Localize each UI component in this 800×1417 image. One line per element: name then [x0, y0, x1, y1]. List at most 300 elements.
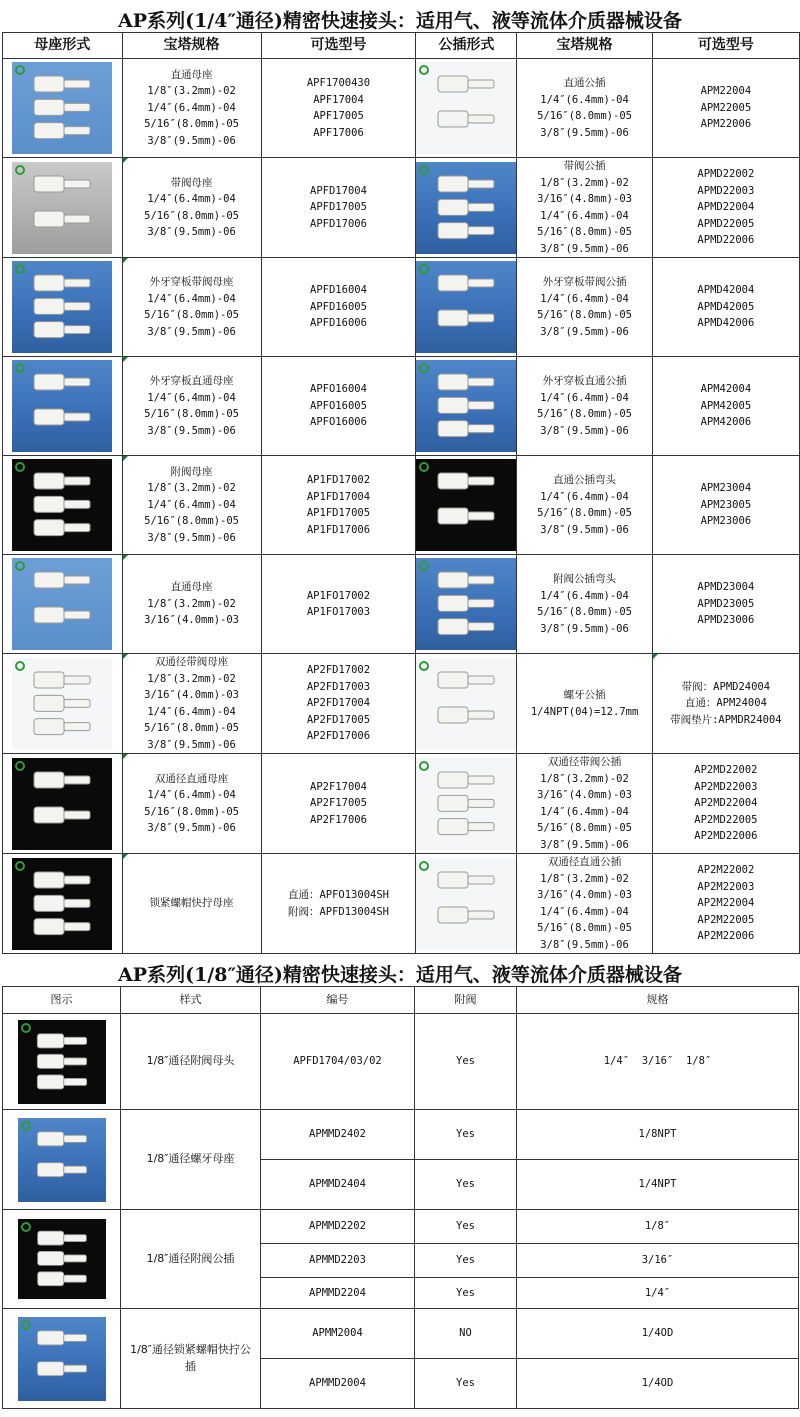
table-row — [3, 357, 800, 456]
female-spec-line: 3/8″(9.5mm)-06 — [147, 738, 236, 751]
female-spec-line: 3/8″(9.5mm)-06 — [147, 134, 236, 147]
female-model-code: AP2FD17005 — [306, 713, 371, 726]
female-model-code: AP1FO17003 — [306, 606, 371, 618]
header-code: 编号 — [261, 987, 415, 1014]
male-spec-line: 带阀公插 — [563, 160, 606, 172]
table-row — [3, 1309, 799, 1359]
female-spec-cell — [122, 59, 261, 158]
female-model-code: APF17004 — [313, 93, 364, 106]
header-models-male: 可选型号 — [652, 33, 799, 59]
male-models-cell — [652, 258, 799, 357]
male-models-cell — [652, 357, 799, 456]
female-model-code: AP2F17004 — [310, 780, 367, 793]
male-model-code: AP2M22002 — [697, 864, 755, 877]
male-spec-line: 3/8″(9.5mm)-06 — [540, 838, 629, 851]
female-spec-cell — [122, 258, 261, 357]
male-spec-cell — [517, 754, 652, 854]
male-spec-cell — [517, 456, 652, 555]
male-models-cell — [652, 456, 799, 555]
spec-cell — [517, 1110, 799, 1160]
spec-cell — [517, 1309, 799, 1359]
female-models-cell — [261, 357, 416, 456]
female-image-cell — [3, 456, 123, 555]
header-image: 图示 — [3, 987, 121, 1014]
male-spec-line: 1/4″(6.4mm)-04 — [540, 589, 629, 602]
male-model-code: APMD23005 — [697, 597, 755, 610]
male-model-code: APMD42006 — [697, 317, 755, 330]
spec-cell — [517, 1244, 799, 1278]
male-model-code: APMD23006 — [697, 614, 755, 627]
male-model-code: APMD22005 — [697, 217, 755, 230]
valve-cell — [415, 1014, 517, 1110]
female-spec-line: 5/16″(8.0mm)-05 — [144, 209, 239, 222]
male-image-cell — [416, 456, 517, 555]
image-cell — [3, 1110, 121, 1210]
male-models-cell — [652, 555, 799, 654]
female-models-cell — [261, 754, 416, 854]
female-spec-line: 外牙穿板直通母座 — [149, 375, 234, 387]
male-model-code: APM23006 — [700, 515, 752, 528]
cell-corner-mark — [123, 258, 128, 263]
female-spec-line: 锁紧螺帽快拧母座 — [149, 897, 234, 910]
header-male-form: 公插形式 — [416, 33, 517, 59]
table-row — [3, 555, 800, 654]
female-image-cell — [3, 854, 123, 954]
male-spec-line: 直通公插 — [563, 77, 606, 89]
male-spec-line: 1/4″(6.4mm)-04 — [540, 209, 629, 222]
brand-logo-icon — [419, 861, 429, 871]
valve-cell — [415, 1210, 517, 1244]
code-cell — [261, 1244, 415, 1278]
style-cell — [121, 1014, 261, 1110]
male-spec-line: 1/4NPT(04)=12.7mm — [530, 705, 639, 718]
male-image-cell — [416, 754, 517, 854]
part-code: APMMD2202 — [309, 1220, 366, 1233]
panel-mount-valved-female-photo — [12, 261, 112, 353]
cell-corner-mark — [123, 357, 128, 362]
male-model-code: AP2MD22006 — [694, 830, 758, 843]
table-row — [3, 258, 800, 357]
male-spec-line: 3/8″(9.5mm)-06 — [540, 126, 629, 139]
size-spec: 1/4″ 3/16″ 1/8″ — [603, 1055, 712, 1068]
locking-nut-male-photo — [18, 1317, 106, 1401]
male-model-code: AP2MD22003 — [694, 780, 758, 793]
header-spec: 规格 — [517, 987, 799, 1014]
female-spec-line: 双通径带阀母座 — [154, 656, 229, 668]
table-row — [3, 854, 800, 954]
panel-mount-straight-female-photo — [12, 360, 112, 452]
female-spec-line: 1/4″(6.4mm)-04 — [147, 789, 236, 801]
male-spec-line: 1/4″(6.4mm)-04 — [540, 93, 629, 106]
part-code: APMM2004 — [312, 1327, 363, 1340]
female-spec-cell — [122, 456, 261, 555]
male-model-code: AP2MD22005 — [694, 813, 758, 826]
table1-header-row — [3, 33, 800, 59]
male-model-code: AP2M22006 — [697, 930, 755, 943]
female-model-code: APFO16006 — [310, 416, 367, 429]
male-models-cell — [652, 158, 799, 258]
female-model-code: APF17005 — [313, 110, 364, 122]
valve-cell — [415, 1278, 517, 1309]
male-spec-cell — [517, 158, 652, 258]
table-row — [3, 1210, 799, 1244]
size-spec: 1/4OD — [641, 1377, 674, 1390]
male-spec-line: 3/8″(9.5mm)-06 — [540, 242, 629, 255]
brand-logo-icon — [15, 165, 25, 175]
male-spec-line: 3/16″(4.0mm)-03 — [537, 789, 632, 801]
valve-flag: Yes — [456, 1055, 475, 1068]
male-model-code: APMD42004 — [697, 284, 755, 297]
brand-logo-icon — [21, 1023, 31, 1033]
male-model-code: APM42005 — [700, 399, 752, 412]
part-code: APMMD2402 — [309, 1128, 366, 1141]
female-spec-line: 3/8″(9.5mm)-06 — [147, 325, 236, 338]
female-spec-line: 1/4″(6.4mm)-04 — [147, 292, 236, 305]
male-spec-line: 5/16″(8.0mm)-05 — [537, 226, 632, 238]
male-model-code: APMD42005 — [697, 300, 755, 313]
male-model-code: 带阀垫片:APMDR24004 — [670, 713, 782, 726]
code-cell — [261, 1160, 415, 1210]
female-model-code: APFD16004 — [310, 284, 367, 297]
male-spec-cell — [517, 258, 652, 357]
female-spec-line: 附阀母座 — [170, 465, 213, 478]
header-barb-spec: 宝塔规格 — [122, 33, 261, 59]
female-spec-line: 外牙穿板带阀母座 — [149, 276, 234, 288]
table-row — [3, 1110, 799, 1160]
male-spec-line: 5/16″(8.0mm)-05 — [537, 822, 632, 834]
female-straight-coupler-photo — [12, 62, 112, 154]
male-model-code: APMD22006 — [697, 234, 755, 247]
female-models-cell — [261, 456, 416, 555]
male-models-cell — [652, 59, 799, 158]
image-cell — [3, 1014, 121, 1110]
male-spec-line: 3/8″(9.5mm)-06 — [540, 622, 629, 635]
male-spec-line: 1/4″(6.4mm)-04 — [540, 905, 629, 918]
valve-cell — [415, 1110, 517, 1160]
dual-valved-female-photo — [12, 658, 112, 750]
female-spec-line: 1/8″(3.2mm)-02 — [147, 85, 236, 98]
cell-corner-mark — [123, 654, 128, 659]
male-models-cell — [652, 754, 799, 854]
female-model-code: AP2F17005 — [310, 797, 367, 810]
male-spec-line: 3/8″(9.5mm)-06 — [540, 325, 629, 338]
female-spec-cell — [122, 158, 261, 258]
part-code: APMMD2203 — [309, 1254, 366, 1267]
female-spec-line: 带阀母座 — [170, 176, 213, 189]
female-model-code: AP1FD17005 — [306, 507, 371, 519]
valve-cell — [415, 1160, 517, 1210]
female-image-cell — [3, 158, 123, 258]
male-spec-line: 3/16″(4.8mm)-03 — [537, 193, 632, 205]
part-code: APFD1704/03/02 — [293, 1055, 382, 1068]
valve-cell — [415, 1244, 517, 1278]
spec-cell — [517, 1359, 799, 1409]
cell-corner-mark — [653, 654, 658, 659]
female-model-code: AP2FD17006 — [306, 730, 371, 743]
style-cell — [121, 1309, 261, 1409]
male-model-code: APMD22004 — [697, 201, 755, 214]
male-model-code: APM42004 — [700, 383, 752, 396]
code-cell — [261, 1210, 415, 1244]
straight-male-elbow-photo — [416, 459, 516, 551]
part-code: APMMD2204 — [309, 1286, 366, 1299]
valved-female-head-photo — [18, 1020, 106, 1104]
male-spec-line: 1/4″(6.4mm)-04 — [540, 805, 629, 818]
cell-corner-mark — [123, 456, 128, 461]
female-model-code: AP2FD17004 — [306, 697, 371, 710]
valve-flag: Yes — [456, 1254, 475, 1267]
female-model-code: APF1700430 — [306, 77, 371, 89]
dual-valved-male-photo — [416, 758, 516, 850]
quick-coupling-table-1-8 — [2, 986, 799, 1409]
valve-cell — [415, 1359, 517, 1409]
style-label: 1/8″通径螺牙母座 — [146, 1152, 235, 1166]
female-models-cell — [261, 555, 416, 654]
female-models-cell — [261, 854, 416, 954]
male-image-cell — [416, 654, 517, 754]
female-spec-cell — [122, 854, 261, 954]
style-label: 1/8″通径附阀母头 — [146, 1054, 235, 1068]
male-spec-line: 双通径直通公插 — [547, 856, 622, 868]
female-model-code: AP2FD17002 — [306, 664, 371, 677]
dual-straight-female-photo — [12, 758, 112, 850]
male-spec-line: 附阀公插弯头 — [553, 573, 617, 585]
female-model-code: AP1FO17002 — [306, 589, 371, 602]
female-model-code: 直通：APFO13004SH — [287, 889, 389, 901]
spec-cell — [517, 1014, 799, 1110]
male-spec-line: 3/8″(9.5mm)-06 — [540, 424, 629, 437]
cell-corner-mark — [123, 754, 128, 759]
male-model-code: 带阀：APMD24004 — [681, 680, 771, 693]
male-model-code: AP2MD22002 — [694, 764, 758, 777]
male-model-code: APM22004 — [700, 85, 752, 98]
brand-logo-icon — [15, 661, 25, 671]
female-spec-line: 1/4″(6.4mm)-04 — [147, 498, 236, 511]
size-spec: 1/8″ — [644, 1220, 671, 1233]
female-model-code: APFO16005 — [310, 399, 367, 412]
threaded-male-insert-photo — [416, 658, 516, 750]
brand-logo-icon — [419, 661, 429, 671]
header-female-form: 母座形式 — [3, 33, 123, 59]
female-image-cell — [3, 555, 123, 654]
spec-cell — [517, 1160, 799, 1210]
table1-title: AP系列(1/4″通径)精密快速接头：适用气、液等流体介质器械设备 — [118, 10, 682, 32]
female-spec-line: 1/8″(3.2mm)-02 — [147, 482, 236, 495]
spec-cell — [517, 1278, 799, 1309]
male-spec-line: 1/8″(3.2mm)-02 — [540, 772, 629, 785]
male-spec-line: 3/8″(9.5mm)-06 — [540, 523, 629, 536]
female-image-cell — [3, 754, 123, 854]
male-image-cell — [416, 854, 517, 954]
female-model-code: 附阀：APFD13004SH — [287, 905, 389, 918]
female-spec-line: 1/8″(3.2mm)-02 — [147, 597, 236, 610]
male-spec-line: 1/4″(6.4mm)-04 — [540, 391, 629, 404]
valved-male-small-photo — [18, 1219, 106, 1299]
male-spec-line: 1/8″(3.2mm)-02 — [540, 176, 629, 189]
male-image-cell — [416, 258, 517, 357]
female-models-cell — [261, 158, 416, 258]
male-spec-line: 5/16″(8.0mm)-05 — [537, 922, 632, 934]
female-image-cell — [3, 258, 123, 357]
code-cell — [261, 1309, 415, 1359]
panel-mount-valved-male-photo — [416, 261, 516, 353]
cell-corner-mark — [123, 158, 128, 163]
style-cell — [121, 1210, 261, 1309]
male-model-code: AP2M22003 — [697, 880, 755, 893]
male-image-cell — [416, 555, 517, 654]
female-spec-line: 1/4″(6.4mm)-04 — [147, 193, 236, 205]
female-spec-line: 5/16″(8.0mm)-05 — [144, 309, 239, 321]
valve-flag: Yes — [456, 1128, 475, 1141]
female-model-code: APF17006 — [313, 126, 364, 139]
table2-title: AP系列(1/8″通径)精密快速接头：适用气、液等流体介质器械设备 — [118, 964, 682, 986]
brand-logo-icon — [419, 165, 429, 175]
size-spec: 3/16″ — [641, 1254, 674, 1267]
male-model-code: APM23005 — [700, 498, 752, 511]
part-code: APMMD2004 — [309, 1377, 366, 1390]
male-model-code: APM22005 — [700, 101, 752, 114]
spec-cell — [517, 1210, 799, 1244]
code-cell — [261, 1359, 415, 1409]
female-spec-line: 双通径直通母座 — [154, 772, 229, 785]
male-model-code: APM22006 — [700, 118, 752, 131]
valve-flag: Yes — [456, 1377, 475, 1390]
male-model-code: APMD22002 — [697, 168, 755, 181]
male-spec-line: 3/16″(4.0mm)-03 — [537, 889, 632, 901]
male-spec-line: 5/16″(8.0mm)-05 — [537, 507, 632, 519]
female-spec-line: 3/8″(9.5mm)-06 — [147, 226, 236, 238]
code-cell — [261, 1014, 415, 1110]
panel-mount-straight-male-photo — [416, 360, 516, 452]
table-row — [3, 654, 800, 754]
female-model-code: APFD17005 — [310, 201, 367, 214]
male-spec-line: 5/16″(8.0mm)-05 — [537, 110, 632, 122]
valve-flag: Yes — [456, 1286, 475, 1299]
female-model-code: AP1FD17006 — [306, 523, 371, 536]
header-style: 样式 — [121, 987, 261, 1014]
male-spec-line: 3/8″(9.5mm)-06 — [540, 938, 629, 951]
brand-logo-icon — [21, 1320, 31, 1330]
male-spec-cell — [517, 357, 652, 456]
male-image-cell — [416, 357, 517, 456]
male-models-cell — [652, 854, 799, 954]
female-models-cell — [261, 654, 416, 754]
male-model-code: APM42006 — [700, 416, 752, 429]
female-spec-line: 1/4″(6.4mm)-04 — [147, 101, 236, 114]
female-model-code: AP2F17006 — [310, 813, 367, 826]
male-spec-line: 直通公插弯头 — [553, 474, 617, 486]
female-spec-line: 5/16″(8.0mm)-05 — [144, 722, 239, 734]
table-row — [3, 456, 800, 555]
style-label: 1/8″通径锁紧螺帽快拧公插 — [130, 1343, 251, 1373]
male-spec-line: 外牙穿板带阀公插 — [542, 276, 627, 288]
style-label: 1/8″通径附阀公插 — [146, 1251, 235, 1265]
brand-logo-icon — [15, 761, 25, 771]
valve-flag: NO — [459, 1327, 472, 1340]
male-spec-line: 螺牙公插 — [563, 689, 606, 701]
male-spec-line: 1/8″(3.2mm)-02 — [540, 872, 629, 885]
female-image-cell — [3, 59, 123, 158]
table-row — [3, 59, 800, 158]
male-spec-cell — [517, 555, 652, 654]
table-row — [3, 754, 800, 854]
male-straight-insert-photo — [416, 62, 516, 154]
brand-logo-icon — [21, 1222, 31, 1232]
valve-flag: Yes — [456, 1220, 475, 1233]
style-cell — [121, 1110, 261, 1210]
straight-female-body-photo — [12, 558, 112, 650]
female-spec-line: 5/16″(8.0mm)-05 — [144, 408, 239, 420]
valved-female-body-photo — [12, 459, 112, 551]
male-model-code: APMD23004 — [697, 581, 755, 594]
valved-male-elbow-photo — [416, 558, 516, 650]
female-model-code: APFO16004 — [310, 383, 367, 396]
brand-logo-icon — [15, 861, 25, 871]
female-spec-line: 5/16″(8.0mm)-05 — [144, 118, 239, 131]
male-model-code: APM23004 — [700, 482, 752, 495]
valve-cell — [415, 1309, 517, 1359]
female-spec-line: 3/16″(4.0mm)-03 — [144, 614, 239, 627]
female-model-code: AP1FD17002 — [306, 474, 371, 486]
female-spec-line: 3/16″(4.0mm)-03 — [144, 689, 239, 701]
valved-female-coupler-photo — [12, 162, 112, 254]
female-model-code: APFD16006 — [310, 317, 367, 330]
male-spec-line: 外牙穿板直通公插 — [542, 375, 627, 387]
female-spec-line: 3/8″(9.5mm)-06 — [147, 424, 236, 437]
locking-nut-female-photo — [12, 858, 112, 950]
valve-flag: Yes — [456, 1178, 475, 1191]
female-spec-line: 直通母座 — [170, 581, 213, 594]
quick-coupling-table-1-4 — [2, 32, 800, 954]
part-code: APMMD2404 — [309, 1178, 366, 1191]
male-models-cell — [652, 654, 799, 754]
male-spec-line: 双通径带阀公插 — [547, 756, 622, 768]
table2-header-row — [3, 987, 799, 1014]
male-spec-line: 1/4″(6.4mm)-04 — [540, 292, 629, 305]
female-image-cell — [3, 357, 123, 456]
male-spec-cell — [517, 654, 652, 754]
female-model-code: APFD16005 — [310, 300, 367, 313]
threaded-female-photo — [18, 1118, 106, 1202]
header-models: 可选型号 — [261, 33, 416, 59]
table-row — [3, 158, 800, 258]
female-spec-line: 1/4″(6.4mm)-04 — [147, 391, 236, 404]
male-spec-cell — [517, 59, 652, 158]
image-cell — [3, 1309, 121, 1409]
female-spec-line: 1/8″(3.2mm)-02 — [147, 672, 236, 685]
code-cell — [261, 1110, 415, 1160]
female-model-code: APFD17006 — [310, 217, 367, 230]
size-spec: 1/4OD — [641, 1327, 674, 1340]
male-image-cell — [416, 59, 517, 158]
female-models-cell — [261, 258, 416, 357]
male-spec-line: 5/16″(8.0mm)-05 — [537, 606, 632, 618]
female-spec-line: 5/16″(8.0mm)-05 — [144, 515, 239, 528]
female-spec-line: 5/16″(8.0mm)-05 — [144, 805, 239, 818]
female-spec-cell — [122, 555, 261, 654]
image-cell — [3, 1210, 121, 1309]
female-spec-cell — [122, 754, 261, 854]
female-spec-line: 直通母座 — [170, 68, 213, 81]
code-cell — [261, 1278, 415, 1309]
male-spec-line: 5/16″(8.0mm)-05 — [537, 309, 632, 321]
male-spec-line: 1/4″(6.4mm)-04 — [540, 490, 629, 503]
size-spec: 1/4″ — [644, 1286, 671, 1299]
header-barb-spec-male: 宝塔规格 — [517, 33, 652, 59]
female-model-code: APFD17004 — [310, 184, 367, 197]
dual-straight-male-photo — [416, 858, 516, 950]
cell-corner-mark — [123, 854, 128, 859]
